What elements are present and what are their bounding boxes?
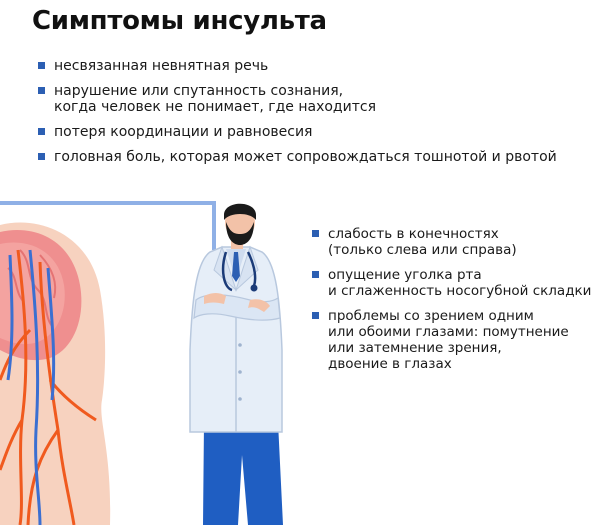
list-item-text: слабость в конечностях (только слева или справа) (328, 226, 517, 258)
square-bullet-icon (312, 271, 319, 278)
list-item-text: опущение уголка рта и сглаженность носогубной складки (328, 267, 592, 299)
list-item (308, 226, 598, 258)
square-bullet-icon (312, 312, 319, 319)
brain-illustration (0, 223, 110, 525)
list-item-text: несвязанная невнятная речь (54, 58, 269, 74)
list-item (308, 308, 598, 372)
list-item-text: головная боль, которая может сопровождаться тошнотой и рвотой (54, 149, 557, 165)
doctor-illustration (190, 204, 283, 525)
list-item-text: проблемы со зрением одним или обоими глазами: помутнение или затемнение зрения, двоение в глазах (328, 308, 569, 372)
list-item-text: потеря координации и равновесия (54, 124, 313, 140)
page-title: Симптомы инсульта (32, 6, 327, 36)
list-item (308, 267, 598, 299)
list-item-text: нарушение или спутанность сознания, когда человек не понимает, где находится (54, 83, 376, 115)
square-bullet-icon (312, 230, 319, 237)
symptoms-list-right (308, 226, 598, 381)
